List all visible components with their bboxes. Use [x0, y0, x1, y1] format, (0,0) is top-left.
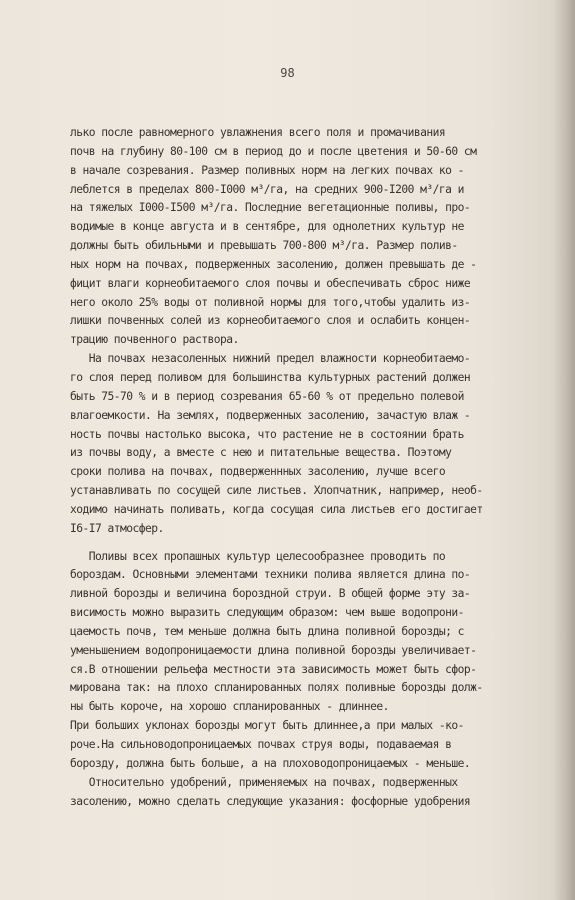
body-text [70, 124, 548, 811]
text-line: ливной борозды и величина бороздной струи. В общей форме эту за- [70, 587, 471, 601]
text-line: I6-I7 атмосфер. [70, 521, 164, 535]
text-line: устанавливать по сосущей силе листьев. Хлопчатник, например, необ- [70, 484, 483, 498]
text-line: влагоемкости. На землях, подверженных засолению, зачастую влаж - [70, 408, 471, 422]
text-line: роче.На сильноводопроницаемых почвах струя воды, подаваемая в [70, 738, 452, 751]
text-line: почв на глубину 80-100 см в период до и после цветения и 50-60 см [70, 144, 477, 158]
text-line: борозду, должна быть больше, а на плоховодопроницаемых - меньше. [70, 756, 471, 770]
text-line: уменьшением водопроницаемости длина поливной борозды увеличивает- [70, 643, 477, 657]
text-line: го слоя перед поливом для большинства культурных растений должен [70, 370, 471, 384]
text-line: ность почвы настолько высока, что растение не в состоянии брать [70, 427, 464, 441]
text-line: лишки почвенных солей из корнеобитаемого слоя и ослабить концен- [70, 314, 471, 328]
text-line: засолению, можно сделать следующие указания: фосфорные удобрения [70, 794, 471, 808]
text-line: него около 25% воды от поливной нормы для того,чтобы удалить из- [70, 295, 471, 309]
text-line: в начале созревания. Размер поливных норм на легких почвах ко - [70, 163, 464, 177]
text-line: На почвах незасоленных нижний предел влажности корнеобитаемо- [70, 352, 471, 366]
text-line: ны быть короче, на хорошо спланированных - длиннее. [70, 700, 389, 714]
text-line: лько после равномерного увлажнения всего поля и промачивания [70, 126, 446, 139]
text-line: ходимо начинать поливать, когда сосущая сила листьев его достигает [70, 502, 483, 516]
text-line: висимость можно выразить следующим образом: чем выше водопрони- [70, 606, 464, 620]
text-line: мирована так: на плохо спланированных полях поливные борозды долж- [70, 681, 483, 695]
page-spine-shadow [553, 0, 575, 900]
text-line: Поливы всех пропашных культур целесообразнее проводить по [70, 549, 446, 563]
text-line: фицит влаги корнеобитаемого слоя почвы и обеспечивать сброс ниже [70, 276, 471, 290]
text-line: быть 75-70 % и в период созревания 65-60 % от предельно полевой [70, 389, 464, 403]
text-line: на тяжелых I000-I500 м³/га. Последние вегетационные поливы, про- [70, 201, 471, 215]
text-line: леблется в пределах 800-I000 м³/га, на средних 900-I200 м³/га и [70, 182, 464, 196]
text-line: сроки полива на почвах, подверженнных засолению, лучше всего [70, 465, 446, 479]
text-line: бороздам. Основными элементами техники полива является длина по- [70, 568, 471, 582]
text-line: должны быть обильными и превышать 700-800 м³/га. Размер полив- [70, 239, 458, 253]
text-line: цаемость почв, тем меньше должна быть длина поливной борозды; с [70, 624, 464, 638]
text-line: трацию почвенного раствора. [70, 333, 239, 347]
text-line: водимые в конце августа и в сентябре, для однолетних культур не [70, 220, 464, 234]
text-line: При больших уклонах борозды могут быть длиннее,а при малых -ко- [70, 719, 464, 733]
text-line: из почвы воду, а вместе с нею и питательные вещества. Поэтому [70, 446, 452, 460]
text-line: ся.В отношении рельефа местности эта зависимость может быть сфор- [70, 662, 477, 676]
page-number: 98 [280, 66, 295, 80]
text-line: ных норм на почвах, подверженных засолению, должен превышать де - [70, 257, 477, 271]
text-line: Относительно удобрений, применяемых на почвах, подверженных [70, 775, 458, 789]
